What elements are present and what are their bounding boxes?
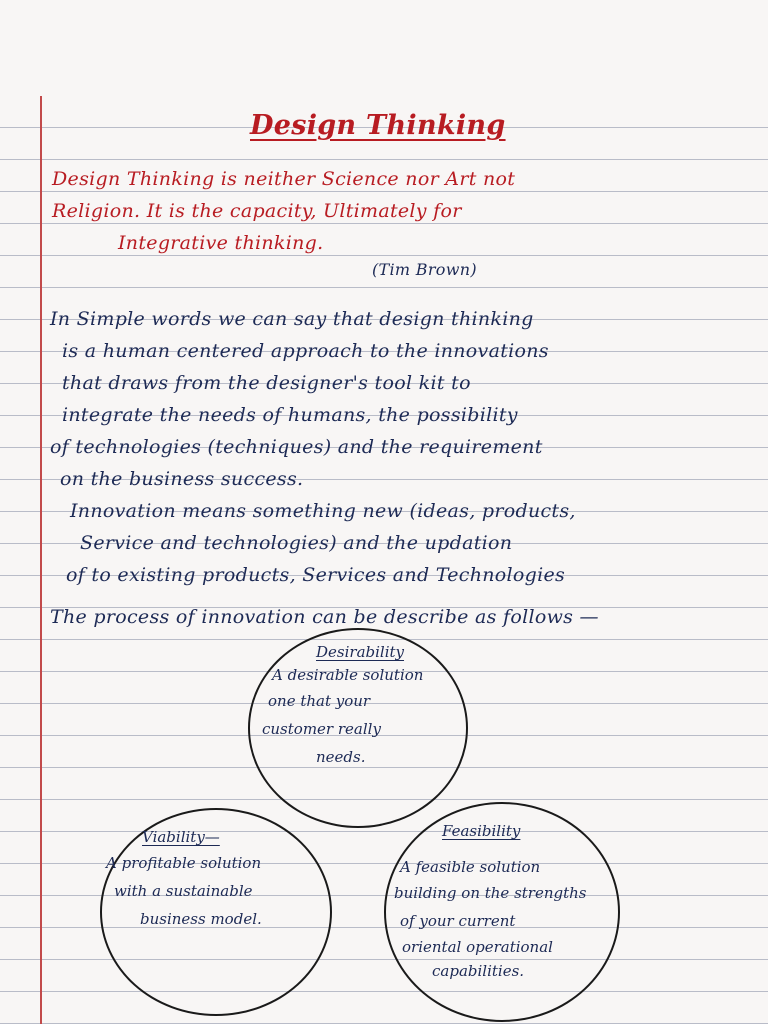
- innovation-line-1: Innovation means something new (ideas, products,: [70, 500, 576, 522]
- paragraph-line-6: on the business success.: [60, 468, 304, 490]
- feasibility-line-2: building on the strengths: [394, 884, 587, 902]
- viability-line-1: A profitable solution: [106, 854, 262, 872]
- page-title: Design Thinking: [250, 110, 506, 141]
- paragraph-line-4: integrate the needs of humans, the possibility: [62, 404, 518, 426]
- quote-line-1: Design Thinking is neither Science nor Art not: [52, 168, 516, 190]
- desirability-line-3: customer really: [262, 720, 381, 738]
- innovation-line-3: of to existing products, Services and Technologies: [66, 564, 566, 586]
- paragraph-line-2: is a human centered approach to the innovations: [62, 340, 549, 362]
- margin-line: [40, 96, 42, 1024]
- feasibility-line-5: capabilities.: [432, 962, 525, 980]
- feasibility-line-1: A feasible solution: [400, 858, 541, 876]
- feasibility-line-4: oriental operational: [402, 938, 553, 956]
- quote-line-2: Religion. It is the capacity, Ultimately for: [52, 200, 462, 222]
- quote-line-3: Integrative thinking.: [118, 232, 324, 254]
- desirability-line-2: one that your: [268, 692, 371, 710]
- process-line: The process of innovation can be describe as follows —: [50, 606, 599, 628]
- feasibility-line-3: of your current: [400, 912, 516, 930]
- desirability-line-4: needs.: [316, 748, 366, 766]
- viability-line-3: business model.: [140, 910, 262, 928]
- paragraph-line-3: that draws from the designer's tool kit to: [62, 372, 471, 394]
- quote-author: (Tim Brown): [372, 260, 477, 279]
- viability-heading: Viability—: [142, 828, 220, 846]
- feasibility-heading: Feasibility: [442, 822, 521, 840]
- innovation-line-2: Service and technologies) and the updation: [80, 532, 513, 554]
- desirability-heading: Desirability: [316, 643, 405, 661]
- viability-line-2: with a sustainable: [114, 882, 253, 900]
- desirability-line-1: A desirable solution: [272, 666, 424, 684]
- paragraph-line-1: In Simple words we can say that design thinking: [50, 308, 534, 330]
- paragraph-line-5: of technologies (techniques) and the requirement: [50, 436, 543, 458]
